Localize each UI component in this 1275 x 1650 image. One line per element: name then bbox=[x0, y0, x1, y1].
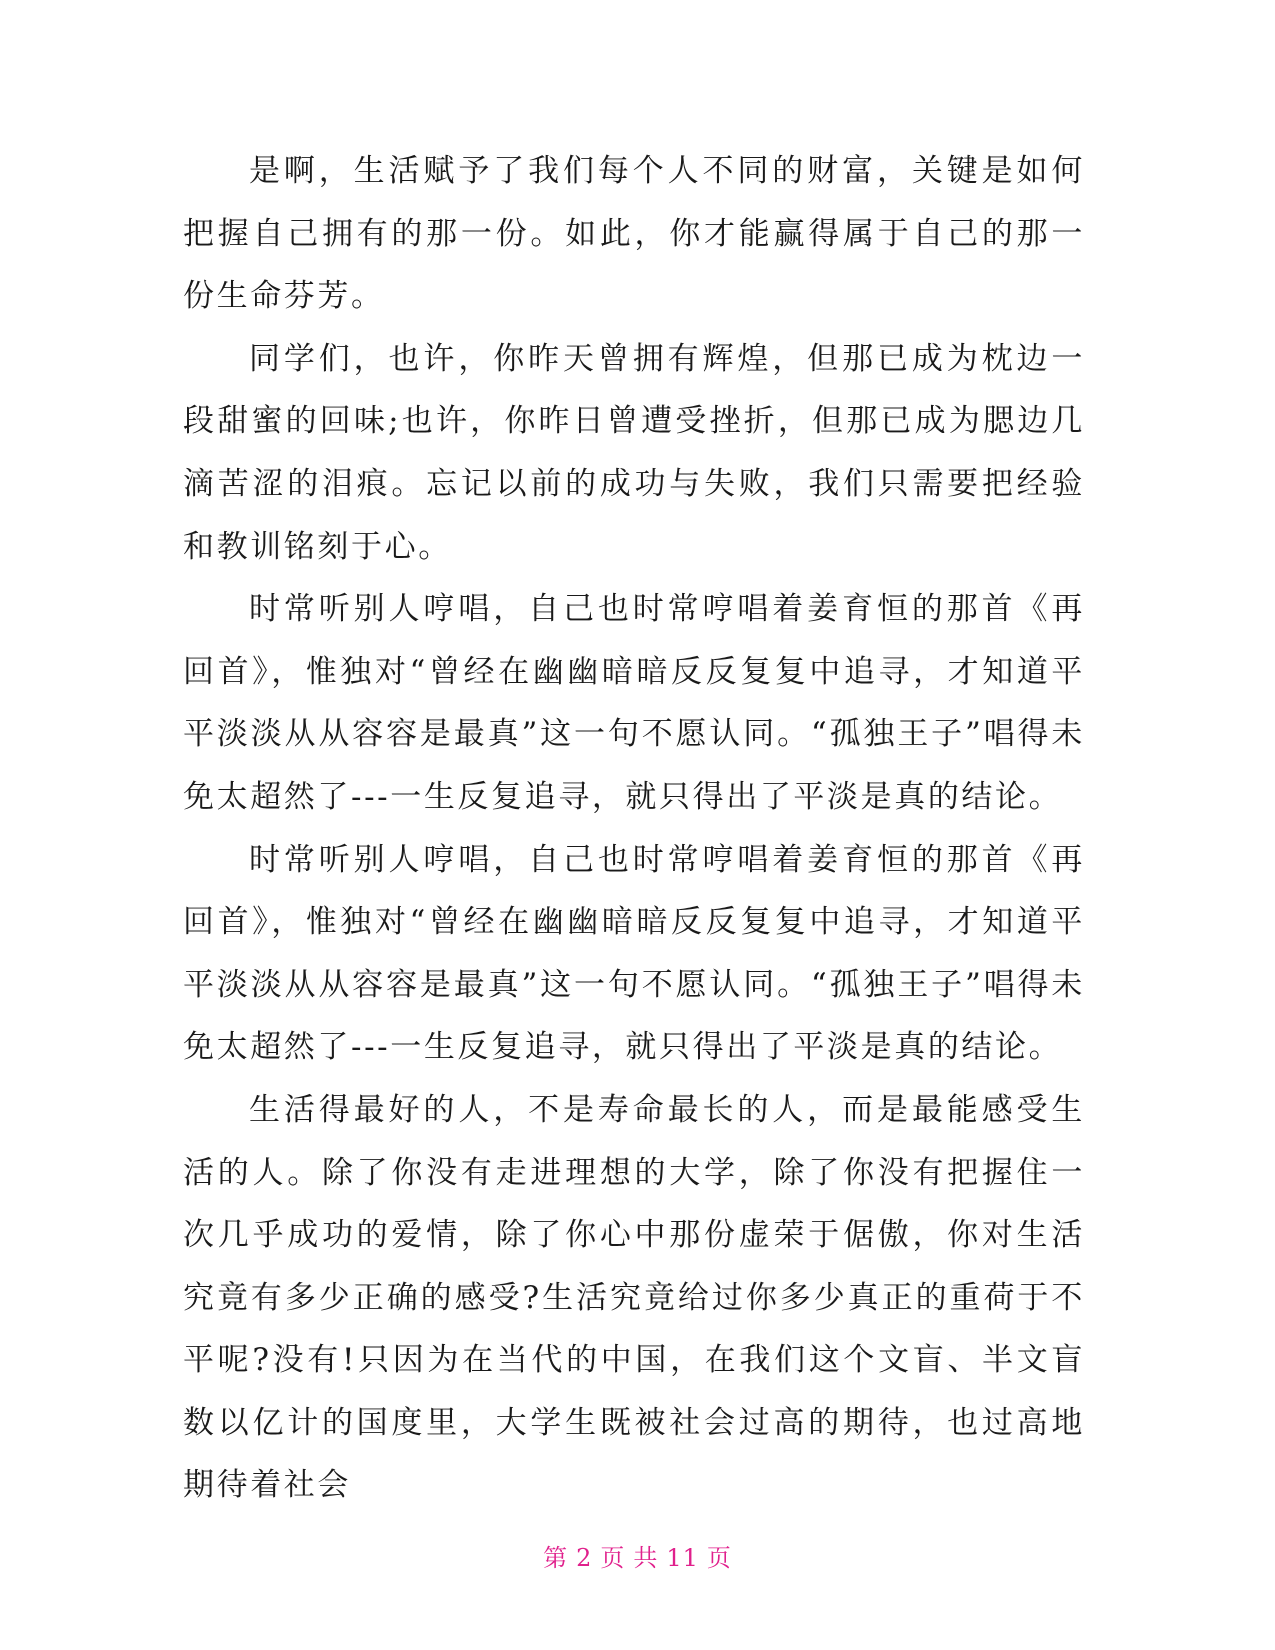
footer-prefix: 第 bbox=[543, 1544, 569, 1572]
paragraph-1: 是啊，生活赋予了我们每个人不同的财富，关键是如何把握自己拥有的那一份。如此，你才能赢得属于自己的那一份生命芬芳。 bbox=[183, 153, 1085, 315]
paragraph-3: 时常听别人哼唱，自己也时常哼唱着姜育恒的那首《再回首》，惟独对“曾经在幽幽暗暗反反复复中追寻，才知道平平淡淡从从容容是最真”这一句不愿认同。“孤独王子”唱得未免太超然了---一生反复追寻，就只得出了平淡是真的结论。 bbox=[183, 591, 1085, 815]
footer-suffix: 页 bbox=[706, 1544, 732, 1572]
body-text bbox=[183, 140, 1085, 1517]
paragraph-2: 同学们，也许，你昨天曾拥有辉煌，但那已成为枕边一段甜蜜的回味;也许，你昨日曾遭受挫折，但那已成为腮边几滴苦涩的泪痕。忘记以前的成功与失败，我们只需要把经验和教训铭刻于心。 bbox=[183, 340, 1085, 565]
footer-page-unit: 页 bbox=[600, 1544, 626, 1572]
page-footer bbox=[0, 1538, 1275, 1573]
footer-total-label: 共 bbox=[633, 1544, 659, 1572]
footer-current-page: 2 bbox=[576, 1544, 593, 1572]
paragraph-5: 生活得最好的人，不是寿命最长的人，而是最能感受生活的人。除了你没有走进理想的大学，除了你没有把握住一次几乎成功的爱情，除了你心中那份虚荣于倨傲，你对生活究竟有多少正确的感受?生活究竟给过你多少真正的重荷于不平呢?没有!只因为在当代的中国，在我们这个文盲、半文盲数以亿计的国度里，大学生既被社会过高的期待，也过高地期待着社会 bbox=[183, 1091, 1085, 1504]
paragraph-4: 时常听别人哼唱，自己也时常哼唱着姜育恒的那首《再回首》，惟独对“曾经在幽幽暗暗反反复复中追寻，才知道平平淡淡从从容容是最真”这一句不愿认同。“孤独王子”唱得未免太超然了---一生反复追寻，就只得出了平淡是真的结论。 bbox=[183, 841, 1085, 1066]
footer-total-pages: 11 bbox=[666, 1544, 699, 1572]
